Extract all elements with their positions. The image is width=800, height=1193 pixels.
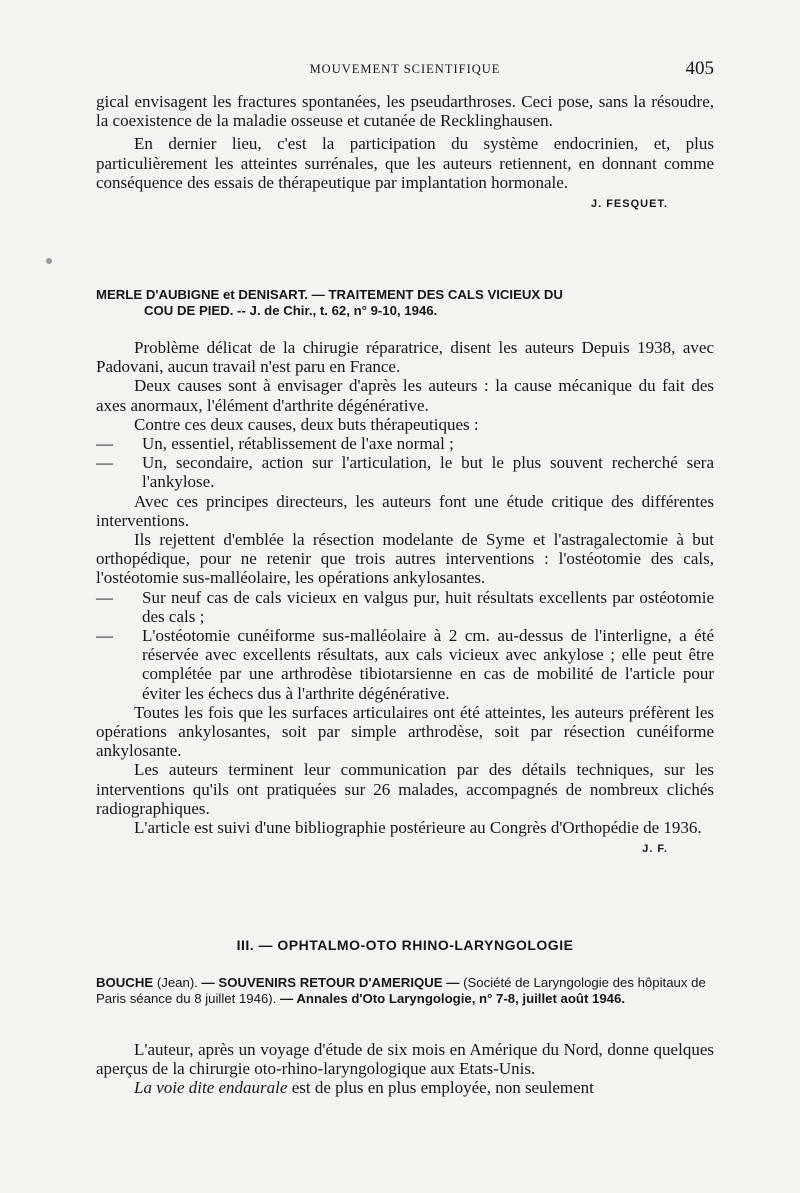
dash-marker: — <box>96 453 113 473</box>
paragraph: Toutes les fois que les surfaces articulaires ont été atteintes, les auteurs préfèrent les opérations ankylosantes, soit par simple arthrodèse, soit par résection cunéiforme ankylosante. <box>96 702 714 761</box>
signature: J. FESQUET. <box>590 198 668 211</box>
signature: J. F. <box>642 843 668 856</box>
page-number: 405 <box>685 58 714 79</box>
list-item <box>96 588 714 626</box>
article-reference <box>96 287 714 319</box>
reference-line <box>96 303 714 319</box>
paragraph-rest: est de plus en plus employée, non seulement <box>287 1078 594 1098</box>
paragraph: En dernier lieu, c'est la participation du système endocrinien, et, plus particulièrement les atteintes surrénales, que les auteurs retiennent, en donnant comme conséquence des essais de thérapeutique par implantation hormonale. <box>96 134 714 192</box>
page-header <box>96 58 714 82</box>
running-title: MOUVEMENT SCIENTIFIQUE <box>309 62 501 76</box>
list-item-text: Un, essentiel, rétablissement de l'axe normal ; <box>142 434 454 454</box>
article-body <box>96 1040 714 1098</box>
list-item <box>96 626 714 703</box>
reference-line: MERLE D'AUBIGNE et DENISART. — TRAITEMENT DES CALS VICIEUX DU <box>96 287 563 302</box>
list-item-text: Un, secondaire, action sur l'articulation, le but le plus souvent recherché sera l'ankylose. <box>142 453 714 492</box>
section-heading-block <box>96 937 714 953</box>
ref-author-first: (Jean). <box>156 975 198 990</box>
italic-phrase: La voie dite endaurale <box>134 1078 288 1098</box>
ref-journal: — Annales d'Oto Laryngologie, n° 7-8, juillet août 1946. <box>280 991 626 1006</box>
paragraph: Problème délicat de la chirugie réparatrice, disent les auteurs Depuis 1938, avec Padovani, aucun travail n'est paru en France. <box>96 338 714 377</box>
ref-society: (Société de Laryngologie des hôpitaux de Paris séance du 8 juillet 1946). <box>96 975 706 1006</box>
dash-marker: — <box>96 626 113 646</box>
list-item-text: Sur neuf cas de cals vicieux en valgus pur, huit résultats excellents par ostéotomie des cals ; <box>142 587 714 626</box>
reference-continuation: COU DE PIED. -- J. de Chir., t. 62, n° 9-10, 1946. <box>144 303 438 318</box>
paper-speck <box>46 258 52 264</box>
article-body <box>96 338 714 855</box>
article-reference <box>96 975 714 1007</box>
section-heading: III. — OPHTALMO-OTO RHINO-LARYNGOLOGIE <box>236 937 574 953</box>
previous-article <box>96 92 714 210</box>
paragraph: gical envisagent les fractures spontanées, les pseudarthroses. Ceci pose, sans la résoudre, la coexistence de la maladie osseuse et cutanée de Recklinghausen. <box>96 92 714 131</box>
list-item-text: L'ostéotomie cunéiforme sus-malléolaire à 2 cm. au-dessus de l'interligne, a été réservée avec excellents résultats, aux cals vicieux avec ankylose ; elle peut être complétée par une arthrodèse tibiotarsienne en cas de mobilité de l'article pour éviter les échecs dus à l'arthrite dégénérative. <box>142 626 714 703</box>
reference-text <box>96 975 714 1007</box>
paragraph: Avec ces principes directeurs, les auteurs font une étude critique des différentes interventions. <box>96 491 714 530</box>
list-item <box>96 434 714 453</box>
list-item <box>96 453 714 491</box>
ref-title: — SOUVENIRS RETOUR D'AMERIQUE — <box>201 975 460 990</box>
ref-author: BOUCHE <box>96 975 154 990</box>
paragraph <box>96 1078 714 1097</box>
paragraph: Les auteurs terminent leur communication par des détails techniques, sur les interventions qu'ils ont pratiquées sur 26 malades, accompagnés de nombreux clichés radiographiques. <box>96 760 714 818</box>
paragraph: L'article est suivi d'une bibliographie postérieure au Congrès d'Orthopédie de 1936. <box>134 818 702 838</box>
paragraph: Ils rejettent d'emblée la résection modelante de Syme et l'astragalectomie à but orthopédique, pour ne retenir que trois autres interventions : l'ostéotomie des cals, l'ostéotomie sus-malléolaire, les opérations ankylosantes. <box>96 530 714 588</box>
dash-marker: — <box>96 434 113 454</box>
paragraph: L'auteur, après un voyage d'étude de six mois en Amérique du Nord, donne quelques aperçus de la chirurgie oto-rhino-laryngologique aux Etats-Unis. <box>96 1040 714 1079</box>
paragraph: Deux causes sont à envisager d'après les auteurs : la cause mécanique du fait des axes anormaux, l'élément d'arthrite dégénérative. <box>96 376 714 415</box>
paragraph: Contre ces deux causes, deux buts thérapeutiques : <box>134 414 479 434</box>
dash-marker: — <box>96 587 113 607</box>
